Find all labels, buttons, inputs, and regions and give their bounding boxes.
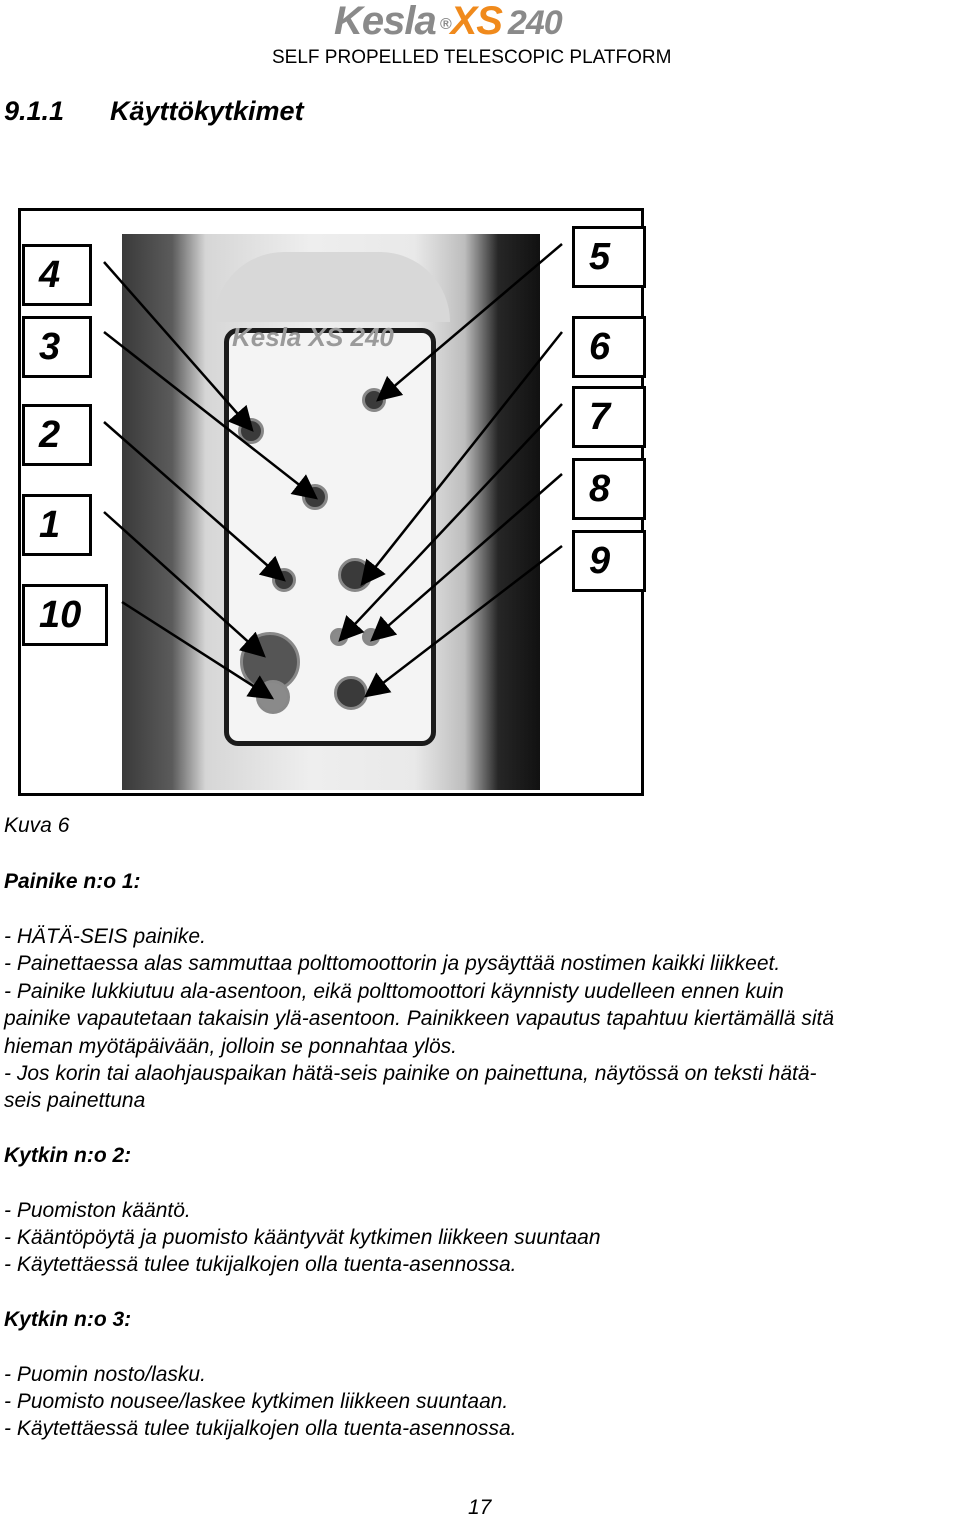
text-line: - Puomisto nousee/laskee kytkimen liikkeen suuntaan. bbox=[4, 1390, 509, 1413]
brand-xs: XS bbox=[450, 0, 502, 43]
text-line: - Puomin nosto/lasku. bbox=[4, 1363, 206, 1386]
text-line: seis painettuna bbox=[4, 1089, 146, 1112]
label-10: 10 bbox=[22, 584, 108, 646]
label-3: 3 bbox=[22, 316, 92, 378]
button-10 bbox=[256, 680, 290, 714]
label-8: 8 bbox=[572, 458, 646, 520]
figure-caption: Kuva 6 bbox=[4, 814, 70, 837]
label-4: 4 bbox=[22, 244, 92, 306]
text-line: - Käytettäessä tulee tukijalkojen olla tuenta-asennossa. bbox=[4, 1253, 517, 1276]
label-1: 1 bbox=[22, 494, 92, 556]
indicator-8 bbox=[362, 628, 380, 646]
text-line: hieman myötäpäivään, jolloin se ponnahtaa ylös. bbox=[4, 1035, 457, 1058]
brand-logo bbox=[334, 0, 634, 42]
heading-switch-3: Kytkin n:o 3: bbox=[4, 1308, 132, 1331]
indicator-7 bbox=[330, 628, 348, 646]
heading-button-1: Painike n:o 1: bbox=[4, 870, 141, 893]
switch-2 bbox=[272, 568, 296, 592]
text-line: painike vapautetaan takaisin ylä-asentoon. Painikkeen vapautus tapahtuu kiertämällä sitä bbox=[4, 1007, 835, 1030]
section-number: 9.1.1 bbox=[4, 96, 65, 126]
text-line: - Käytettäessä tulee tukijalkojen olla tuenta-asennossa. bbox=[4, 1417, 517, 1440]
text-line: - Painike lukkiutuu ala-asentoon, eikä polttomoottori käynnisty uudelleen ennen kuin bbox=[4, 980, 784, 1003]
text-line: - Jos korin tai alaohjauspaikan hätä-seis painike on painettuna, näytössä on teksti hätä- bbox=[4, 1062, 817, 1085]
brand-kesla: Kesla bbox=[334, 0, 436, 43]
label-9: 9 bbox=[572, 530, 646, 592]
section-title: Käyttökytkimet bbox=[110, 96, 304, 126]
panel-housing bbox=[214, 252, 450, 322]
label-2: 2 bbox=[22, 404, 92, 466]
heading-switch-2: Kytkin n:o 2: bbox=[4, 1144, 132, 1167]
switch-5 bbox=[362, 388, 386, 412]
text-line: - HÄTÄ-SEIS painike. bbox=[4, 925, 206, 948]
label-7: 7 bbox=[572, 386, 646, 448]
brand-model: 240 bbox=[507, 4, 562, 42]
text-line: - Painettaessa alas sammuttaa polttomoottorin ja pysäyttää nostimen kaikki liikkeet. bbox=[4, 952, 781, 975]
rotary-6 bbox=[338, 558, 372, 592]
brand-registered: ® bbox=[439, 16, 451, 33]
switch-3 bbox=[302, 484, 328, 510]
text-line: - Puomiston kääntö. bbox=[4, 1199, 191, 1222]
switch-4 bbox=[238, 418, 264, 444]
text-line: - Kääntöpöytä ja puomisto kääntyvät kytkimen liikkeen suuntaan bbox=[4, 1226, 601, 1249]
key-switch-9 bbox=[334, 676, 368, 710]
page-number: 17 bbox=[468, 1496, 492, 1519]
panel-logo: Kesla XS 240 bbox=[232, 322, 394, 352]
label-5: 5 bbox=[572, 226, 646, 288]
header-subtitle: SELF PROPELLED TELESCOPIC PLATFORM bbox=[272, 47, 672, 68]
label-6: 6 bbox=[572, 316, 646, 378]
